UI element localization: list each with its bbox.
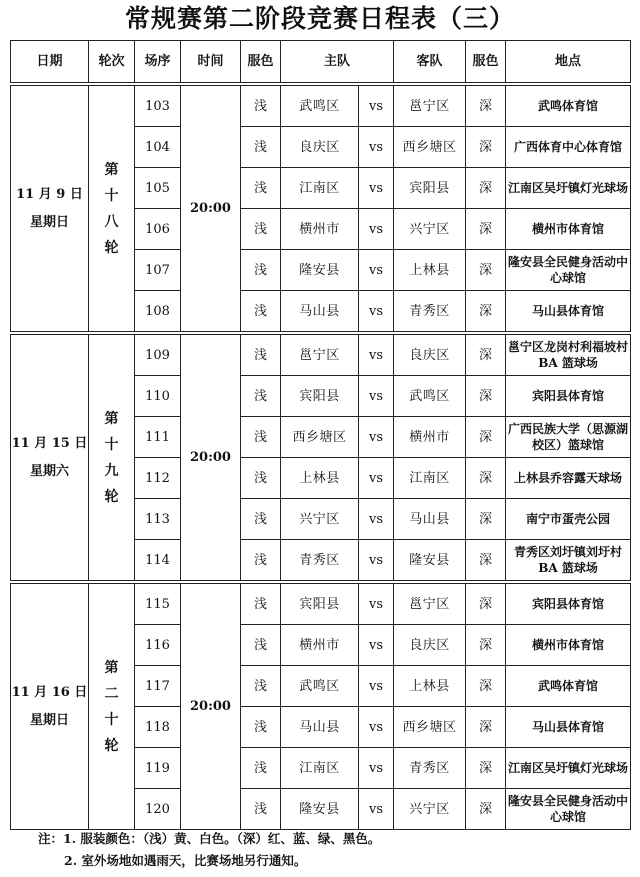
match-number: 114 bbox=[135, 540, 181, 581]
match-number: 110 bbox=[135, 376, 181, 417]
venue: 青秀区刘圩镇刘圩村 BA 篮球场 bbox=[506, 540, 631, 581]
home-color: 浅 bbox=[241, 707, 281, 748]
away-team: 宾阳县 bbox=[394, 168, 466, 209]
vs-label: vs bbox=[359, 499, 394, 540]
venue: 武鸣体育馆 bbox=[506, 86, 631, 127]
home-color: 浅 bbox=[241, 584, 281, 625]
venue: 江南区吴圩镇灯光球场 bbox=[506, 748, 631, 789]
home-color: 浅 bbox=[241, 127, 281, 168]
away-team: 良庆区 bbox=[394, 335, 466, 376]
home-color: 浅 bbox=[241, 335, 281, 376]
match-number: 106 bbox=[135, 209, 181, 250]
vs-label: vs bbox=[359, 291, 394, 332]
home-color: 浅 bbox=[241, 499, 281, 540]
date-cell bbox=[11, 335, 89, 581]
round-cell bbox=[89, 86, 135, 332]
vs-label: vs bbox=[359, 168, 394, 209]
away-team: 上林县 bbox=[394, 666, 466, 707]
vs-label: vs bbox=[359, 625, 394, 666]
venue: 隆安县全民健身活动中心球馆 bbox=[506, 250, 631, 291]
home-color: 浅 bbox=[241, 625, 281, 666]
note-line-1: 注：1. 服装颜色：（浅）黄、白色。（深）红、蓝、绿、黑色。 bbox=[38, 831, 381, 846]
home-team: 邕宁区 bbox=[281, 335, 359, 376]
vs-label: vs bbox=[359, 86, 394, 127]
away-team: 横州市 bbox=[394, 417, 466, 458]
home-color: 浅 bbox=[241, 209, 281, 250]
venue: 宾阳县体育馆 bbox=[506, 584, 631, 625]
table-row bbox=[11, 335, 631, 376]
round-char: 轮 bbox=[104, 239, 119, 256]
venue: 横州市体育馆 bbox=[506, 209, 631, 250]
table-row bbox=[11, 584, 631, 625]
home-color: 浅 bbox=[241, 540, 281, 581]
match-number: 115 bbox=[135, 584, 181, 625]
away-team: 青秀区 bbox=[394, 748, 466, 789]
away-team: 兴宁区 bbox=[394, 789, 466, 830]
home-team: 隆安县 bbox=[281, 789, 359, 830]
vs-label: vs bbox=[359, 540, 394, 581]
match-number: 103 bbox=[135, 86, 181, 127]
match-date: 11 月 15 日 bbox=[11, 435, 88, 451]
home-team: 上林县 bbox=[281, 458, 359, 499]
away-color: 深 bbox=[466, 250, 506, 291]
away-color: 深 bbox=[466, 748, 506, 789]
notes bbox=[38, 828, 380, 872]
header-row bbox=[11, 41, 631, 83]
vs-label: vs bbox=[359, 335, 394, 376]
away-color: 深 bbox=[466, 417, 506, 458]
round-char: 八 bbox=[104, 213, 119, 230]
round-char: 九 bbox=[104, 462, 119, 479]
venue: 邕宁区龙岗村利福坡村 BA 篮球场 bbox=[506, 335, 631, 376]
away-color: 深 bbox=[466, 376, 506, 417]
match-number: 107 bbox=[135, 250, 181, 291]
match-number: 118 bbox=[135, 707, 181, 748]
schedule-body bbox=[11, 86, 631, 830]
home-color: 浅 bbox=[241, 458, 281, 499]
vs-label: vs bbox=[359, 417, 394, 458]
away-color: 深 bbox=[466, 458, 506, 499]
home-team: 武鸣区 bbox=[281, 86, 359, 127]
away-color: 深 bbox=[466, 625, 506, 666]
home-team: 兴宁区 bbox=[281, 499, 359, 540]
vs-label: vs bbox=[359, 250, 394, 291]
round-cell bbox=[89, 584, 135, 830]
away-color: 深 bbox=[466, 291, 506, 332]
match-number: 111 bbox=[135, 417, 181, 458]
vs-label: vs bbox=[359, 458, 394, 499]
round-char: 第 bbox=[104, 410, 119, 427]
away-color: 深 bbox=[466, 540, 506, 581]
away-color: 深 bbox=[466, 789, 506, 830]
home-team: 宾阳县 bbox=[281, 584, 359, 625]
away-color: 深 bbox=[466, 499, 506, 540]
venue: 马山县体育馆 bbox=[506, 291, 631, 332]
home-team: 青秀区 bbox=[281, 540, 359, 581]
page-title: 常规赛第二阶段竞赛日程表（三） bbox=[124, 4, 515, 33]
match-number: 120 bbox=[135, 789, 181, 830]
home-color: 浅 bbox=[241, 86, 281, 127]
venue: 武鸣体育馆 bbox=[506, 666, 631, 707]
header-date: 日期 bbox=[11, 41, 89, 83]
venue: 横州市体育馆 bbox=[506, 625, 631, 666]
home-color: 浅 bbox=[241, 417, 281, 458]
round-char: 轮 bbox=[104, 737, 119, 754]
home-color: 浅 bbox=[241, 789, 281, 830]
vs-label: vs bbox=[359, 127, 394, 168]
header-home-team: 主队 bbox=[281, 41, 394, 83]
match-weekday: 星期日 bbox=[29, 214, 69, 230]
round-char: 轮 bbox=[104, 488, 119, 505]
home-color: 浅 bbox=[241, 250, 281, 291]
venue: 广西民族大学（思源湖校区）篮球馆 bbox=[506, 417, 631, 458]
away-color: 深 bbox=[466, 127, 506, 168]
vs-label: vs bbox=[359, 789, 394, 830]
date-cell bbox=[11, 584, 89, 830]
away-color: 深 bbox=[466, 666, 506, 707]
home-team: 横州市 bbox=[281, 209, 359, 250]
away-team: 邕宁区 bbox=[394, 86, 466, 127]
away-color: 深 bbox=[466, 209, 506, 250]
away-team: 西乡塘区 bbox=[394, 127, 466, 168]
home-team: 西乡塘区 bbox=[281, 417, 359, 458]
vs-label: vs bbox=[359, 209, 394, 250]
venue: 广西体育中心体育馆 bbox=[506, 127, 631, 168]
away-team: 邕宁区 bbox=[394, 584, 466, 625]
home-color: 浅 bbox=[241, 168, 281, 209]
home-color: 浅 bbox=[241, 748, 281, 789]
header-home-color: 服色 bbox=[241, 41, 281, 83]
match-number: 112 bbox=[135, 458, 181, 499]
match-time: 20:00 bbox=[181, 584, 241, 830]
match-weekday: 星期六 bbox=[29, 463, 69, 479]
match-weekday: 星期日 bbox=[29, 712, 69, 728]
vs-label: vs bbox=[359, 748, 394, 789]
match-time: 20:00 bbox=[181, 86, 241, 332]
away-color: 深 bbox=[466, 168, 506, 209]
round-char: 十 bbox=[104, 187, 119, 204]
away-color: 深 bbox=[466, 86, 506, 127]
round-char: 二 bbox=[104, 685, 119, 702]
home-team: 江南区 bbox=[281, 748, 359, 789]
schedule-table bbox=[10, 40, 631, 830]
away-color: 深 bbox=[466, 335, 506, 376]
header-match-no: 场序 bbox=[135, 41, 181, 83]
away-team: 良庆区 bbox=[394, 625, 466, 666]
home-color: 浅 bbox=[241, 666, 281, 707]
venue: 上林县乔容露天球场 bbox=[506, 458, 631, 499]
away-team: 青秀区 bbox=[394, 291, 466, 332]
home-team: 马山县 bbox=[281, 291, 359, 332]
away-team: 马山县 bbox=[394, 499, 466, 540]
match-number: 109 bbox=[135, 335, 181, 376]
away-team: 西乡塘区 bbox=[394, 707, 466, 748]
header-time: 时间 bbox=[181, 41, 241, 83]
match-date: 11 月 16 日 bbox=[11, 684, 88, 700]
round-char: 第 bbox=[104, 659, 119, 676]
date-cell bbox=[11, 86, 89, 332]
note-line-2: 2. 室外场地如遇雨天，比赛场地另行通知。 bbox=[64, 853, 307, 868]
vs-label: vs bbox=[359, 376, 394, 417]
match-date: 11 月 9 日 bbox=[16, 186, 83, 202]
home-team: 隆安县 bbox=[281, 250, 359, 291]
round-char: 第 bbox=[104, 161, 119, 178]
round-char: 十 bbox=[104, 436, 119, 453]
match-number: 113 bbox=[135, 499, 181, 540]
home-team: 横州市 bbox=[281, 625, 359, 666]
round-char: 十 bbox=[104, 711, 119, 728]
match-number: 105 bbox=[135, 168, 181, 209]
match-number: 108 bbox=[135, 291, 181, 332]
round-cell bbox=[89, 335, 135, 581]
away-team: 江南区 bbox=[394, 458, 466, 499]
away-team: 武鸣区 bbox=[394, 376, 466, 417]
venue: 隆安县全民健身活动中心球馆 bbox=[506, 789, 631, 830]
table-row bbox=[11, 86, 631, 127]
away-team: 上林县 bbox=[394, 250, 466, 291]
home-color: 浅 bbox=[241, 376, 281, 417]
home-color: 浅 bbox=[241, 291, 281, 332]
home-team: 武鸣区 bbox=[281, 666, 359, 707]
vs-label: vs bbox=[359, 584, 394, 625]
match-time: 20:00 bbox=[181, 335, 241, 581]
vs-label: vs bbox=[359, 707, 394, 748]
home-team: 宾阳县 bbox=[281, 376, 359, 417]
venue: 马山县体育馆 bbox=[506, 707, 631, 748]
header-away-team: 客队 bbox=[394, 41, 466, 83]
match-number: 119 bbox=[135, 748, 181, 789]
header-round: 轮次 bbox=[89, 41, 135, 83]
match-number: 104 bbox=[135, 127, 181, 168]
home-team: 江南区 bbox=[281, 168, 359, 209]
header-venue: 地点 bbox=[506, 41, 631, 83]
away-team: 兴宁区 bbox=[394, 209, 466, 250]
match-number: 116 bbox=[135, 625, 181, 666]
vs-label: vs bbox=[359, 666, 394, 707]
away-color: 深 bbox=[466, 584, 506, 625]
venue: 南宁市蛋壳公园 bbox=[506, 499, 631, 540]
away-team: 隆安县 bbox=[394, 540, 466, 581]
venue: 江南区吴圩镇灯光球场 bbox=[506, 168, 631, 209]
home-team: 马山县 bbox=[281, 707, 359, 748]
home-team: 良庆区 bbox=[281, 127, 359, 168]
away-color: 深 bbox=[466, 707, 506, 748]
venue: 宾阳县体育馆 bbox=[506, 376, 631, 417]
header-away-color: 服色 bbox=[466, 41, 506, 83]
match-number: 117 bbox=[135, 666, 181, 707]
